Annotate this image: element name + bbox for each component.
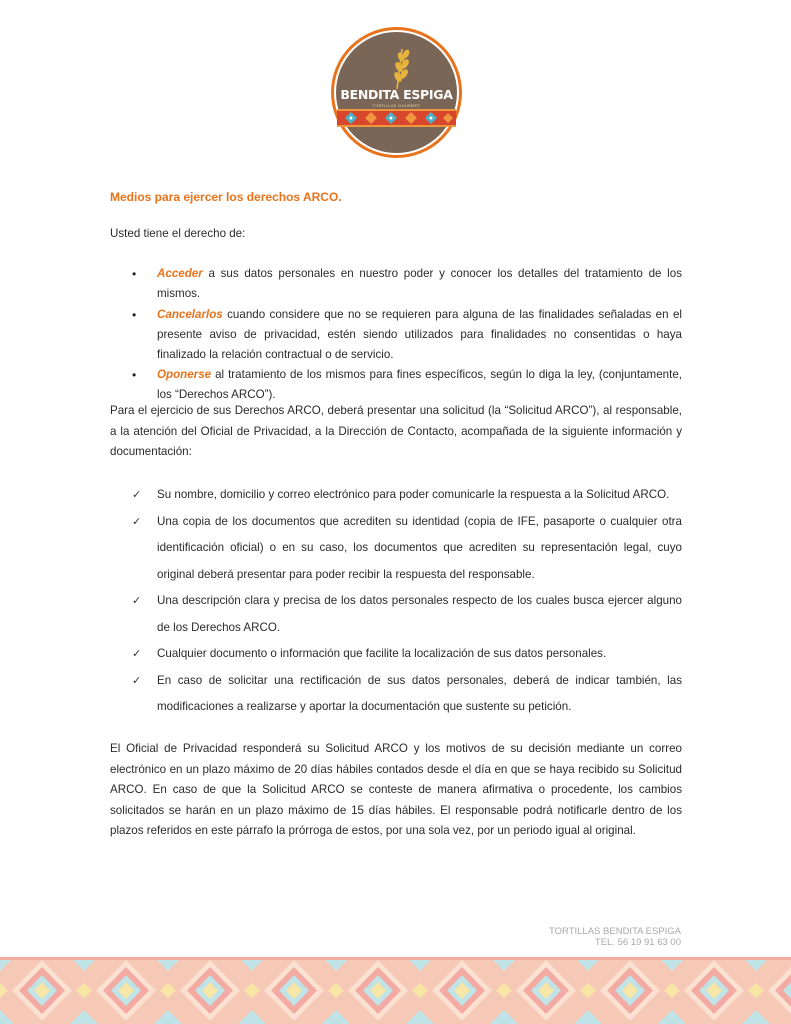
paragraph-request: Para el ejercicio de sus Derechos ARCO, deberá presentar una solicitud (la “Solicitud ARCO”), al responsable, a la atención del Oficial de Privacidad, a la Dirección de Contacto, acompañada de la siguiente información y documentación:: [110, 404, 682, 458]
logo-brand-text: BENDITA ESPIGA: [340, 87, 453, 102]
logo-pattern-band: [337, 109, 456, 127]
requirement-text: En caso de solicitar una rectificación de sus datos personales, deberá de indicar también, las modificaciones a realizarse y aportar la documentación que sustente su petición.: [157, 673, 682, 713]
logo-tagline-text: TORTILLAS GOURMET: [372, 103, 421, 108]
list-item: [110, 482, 682, 509]
requirements-list: [110, 482, 682, 721]
list-item: [110, 668, 682, 721]
list-item: [110, 641, 682, 668]
right-text: cuando considere que no se requieren para alguna de las finalidades señaladas en el presente aviso de privacidad, estén siendo utilizados para finalidades no consentidas o haya finalizado la relación contractual o de servicio.: [157, 307, 682, 361]
list-item: [110, 264, 682, 304]
right-term: Acceder: [157, 267, 203, 280]
rights-list: [110, 264, 682, 406]
footer-company: TORTILLAS BENDITA ESPIGA: [549, 926, 681, 937]
checkmark-icon: ✓: [132, 673, 142, 687]
right-text: a sus datos personales en nuestro poder y conocer los detalles del tratamiento de los mismos.: [157, 267, 682, 300]
checkmark-icon: ✓: [132, 488, 142, 501]
list-item: [110, 509, 682, 589]
intro-text: Usted tiene el derecho de:: [110, 227, 246, 240]
checkmark-icon: ✓: [132, 514, 142, 528]
checkmark-icon: ✓: [132, 594, 142, 607]
section-heading: Medios para ejercer los derechos ARCO.: [110, 190, 342, 204]
requirement-text: Una copia de los documentos que acrediten su identidad (copia de IFE, pasaporte o cualquier otra identificación oficial) o en su caso, los documentos que acrediten su representación legal, cuyo original deberá presentar para poder recibir la respuesta del responsable.: [157, 514, 682, 581]
right-text: al tratamiento de los mismos para fines específicos, según lo diga la ley, (conjuntamente, los “Derechos ARCO”).: [157, 368, 682, 401]
footer-phone: TEL. 56 19 91 63 00: [594, 937, 681, 948]
footer-contact: [549, 926, 681, 948]
right-term: Oponerse: [157, 368, 212, 381]
right-term: Cancelarlos: [157, 307, 223, 321]
decorative-pattern-band: [0, 957, 791, 1024]
checkmark-icon: ✓: [132, 647, 142, 660]
requirement-text: Cualquier documento o información que facilite la localización de sus datos personales.: [157, 647, 607, 660]
requirement-text: Su nombre, domicilio y correo electrónico para poder comunicarle la respuesta a la Solicitud ARCO.: [157, 488, 670, 501]
paragraph-response: El Oficial de Privacidad responderá su Solicitud ARCO y los motivos de su decisión mediante un correo electrónico en un plazo máximo de 20 días hábiles contados desde el día en que se haya recibido su Solicitud ARCO. En caso de que la Solicitud ARCO se conteste de manera afirmativa o procedente, los cambios solicitados se harán en un plazo máximo de 15 días hábiles. El responsable podrá notificarle dentro de los plazos referidos en este párrafo la prórroga de estos, por una sola vez, por un periodo igual al original.: [110, 742, 682, 837]
requirement-text: Una descripción clara y precisa de los datos personales respecto de los cuales busca ejercer alguno de los Derechos ARCO.: [157, 594, 682, 634]
list-item: [110, 365, 682, 405]
list-item: [110, 305, 682, 365]
list-item: [110, 588, 682, 641]
bendita-espiga-logo: [331, 27, 462, 158]
